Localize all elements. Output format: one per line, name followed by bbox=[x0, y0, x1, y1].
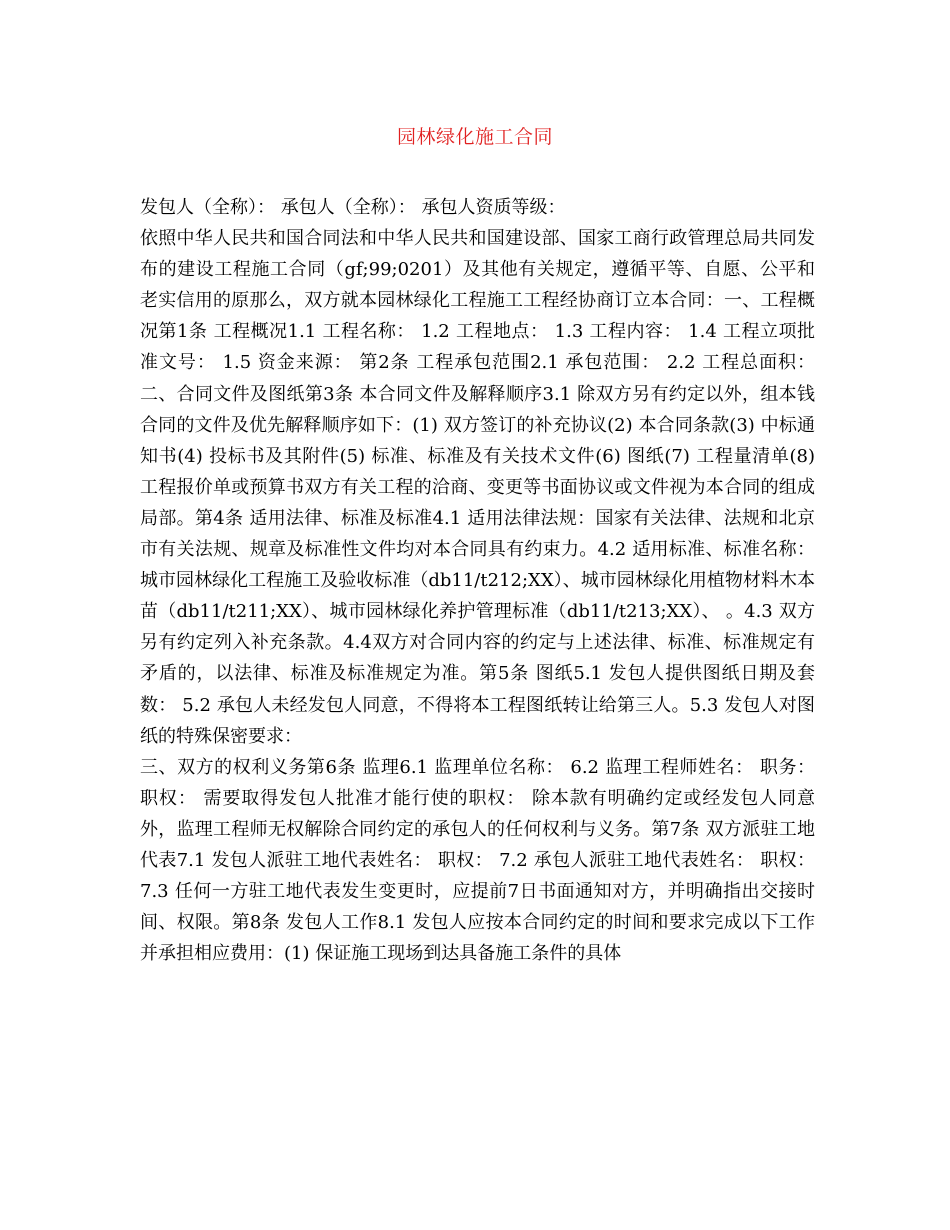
rights-obligations-paragraph: 三、双方的权利义务第6条 监理6.1 监理单位名称： 6.2 监理工程师姓名： 职务： 职权： 需要取得发包人批准才能行使的职权： 除本款有明确约定或经发包人同意外，监理工程师无权解除合同约定的承包人的任何权利与义务。第7条 双方派驻工地代表7.1 发包人派驻工地代表姓名： 职权： 7.2 承包人派驻工地代表姓名： 职权： 7.3 任何一方驻工地代表发生变更时，应提前7日书面通知对方，并明确指出交接时间、权限。第8条 发包人工作8.1 发包人应按本合同约定的时间和要求完成以下工作并承担相应费用：(1) 保证施工现场到达具备施工条件的具体 bbox=[140, 756, 815, 965]
document-title: 园林绿化施工合同 bbox=[396, 126, 553, 148]
document-body bbox=[140, 192, 815, 969]
parties-paragraph: 发包人（全称）： 承包人（全称）： 承包人资质等级： bbox=[140, 197, 566, 218]
contract-body-paragraph: 依照中华人民共和国合同法和中华人民共和国建设部、国家工商行政管理总局共同发布的建设工程施工合同（gf;99;0201）及其他有关规定，遵循平等、自愿、公平和老实信用的原那么，双方就本园林绿化工程施工工程经协商订立本合同：一、工程概况第1条 工程概况1.1 工程名称： 1.2 工程地点： 1.3 工程内容： 1.4 工程立项批准文号： 1.5 资金来源： 第2条 工程承包范围2.1 承包范围： 2.2 工程总面积： 二、合同文件及图纸第3条 本合同文件及解释顺序3.1 除双方另有约定以外，组本钱合同的文件及优先解释顺序如下：(1) 双方签订的补充协议(2) 本合同条款(3) 中标通知书(4) 投标书及其附件(5) 标准、标准及有关技术文件(6) 图纸(7) 工程量清单(8) 工程报价单或预算书双方有关工程的洽商、变更等书面协议或文件视为本合同的组成局部。第4条 适用法律、标准及标准4.1 适用法律法规：国家有关法律、法规和北京市有关法规、规章及标准性文件均对本合同具有约束力。4.2 适用标准、标准名称：城市园林绿化工程施工及验收标准（db11/t212;XX）、城市园林绿化用植物材料木本苗（db11/t211;XX）、城市园林绿化养护管理标准（db11/t213;XX）、 。4.3 双方另有约定列入补充条款。4.4双方对合同内容的约定与上述法律、标准、标准规定有矛盾的，以法律、标准及标准规定为准。第5条 图纸5.1 发包人提供图纸日期及套数： 5.2 承包人未经发包人同意，不得将本工程图纸转让给第三人。5.3 发包人对图纸的特殊保密要求： bbox=[140, 228, 815, 747]
